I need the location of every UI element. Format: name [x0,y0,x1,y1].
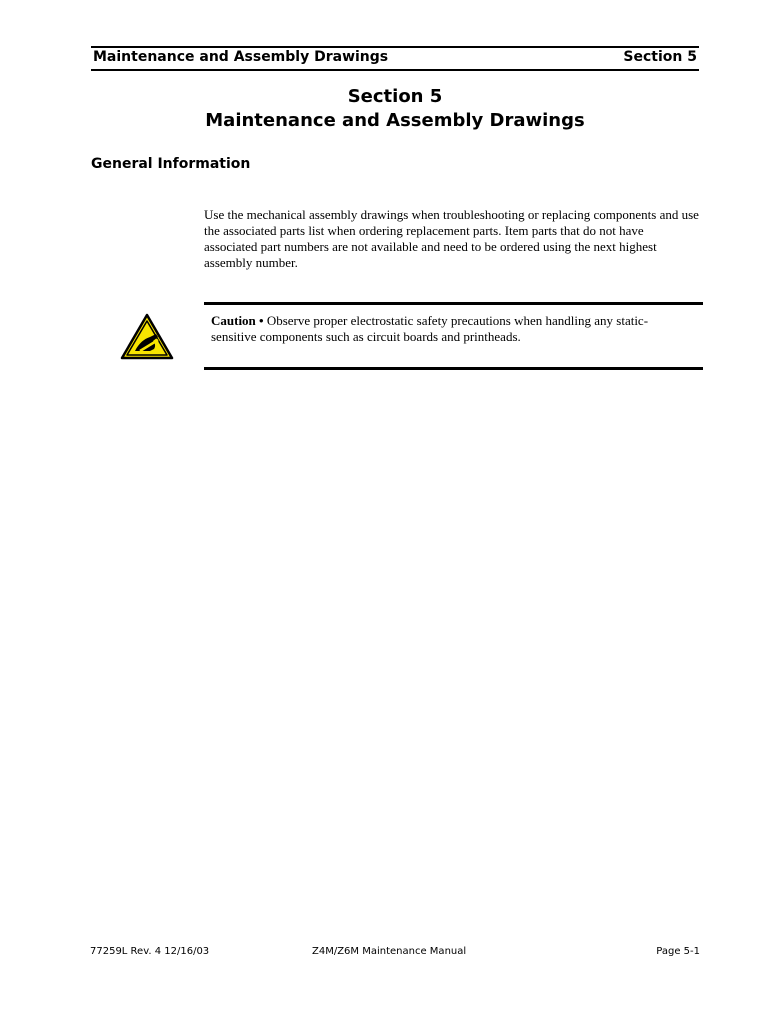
header-bottom-rule [91,69,699,71]
general-information-heading: General Information [91,156,251,172]
footer-document-revision: 77259L Rev. 4 12/16/03 [90,946,210,957]
footer-page-number: Page 5-1 [656,946,700,957]
caution-top-rule [204,302,703,305]
section-title-text: Maintenance and Assembly Drawings [205,110,585,131]
header-chapter-title: Maintenance and Assembly Drawings [93,49,389,65]
caution-message: Observe proper electrostatic safety precautions when handling any static-sensitive components such as circuit boards and printheads. [211,313,649,344]
general-information-paragraph: Use the mechanical assembly drawings when troubleshooting or replacing components and use the associated parts list when ordering replacement parts. Item parts that do not have associated part numbers are not available and need to be ordered using the next highest assembly number. [204,207,699,270]
electrostatic-warning-icon [120,313,174,360]
caution-text [211,313,681,345]
caution-label: Caution • [211,313,264,328]
header-top-rule [91,46,699,48]
caution-bottom-rule [204,367,703,370]
section-title-number: Section 5 [347,86,443,107]
footer-manual-title: Z4M/Z6M Maintenance Manual [312,946,467,957]
header-section-number: Section 5 [623,49,697,65]
